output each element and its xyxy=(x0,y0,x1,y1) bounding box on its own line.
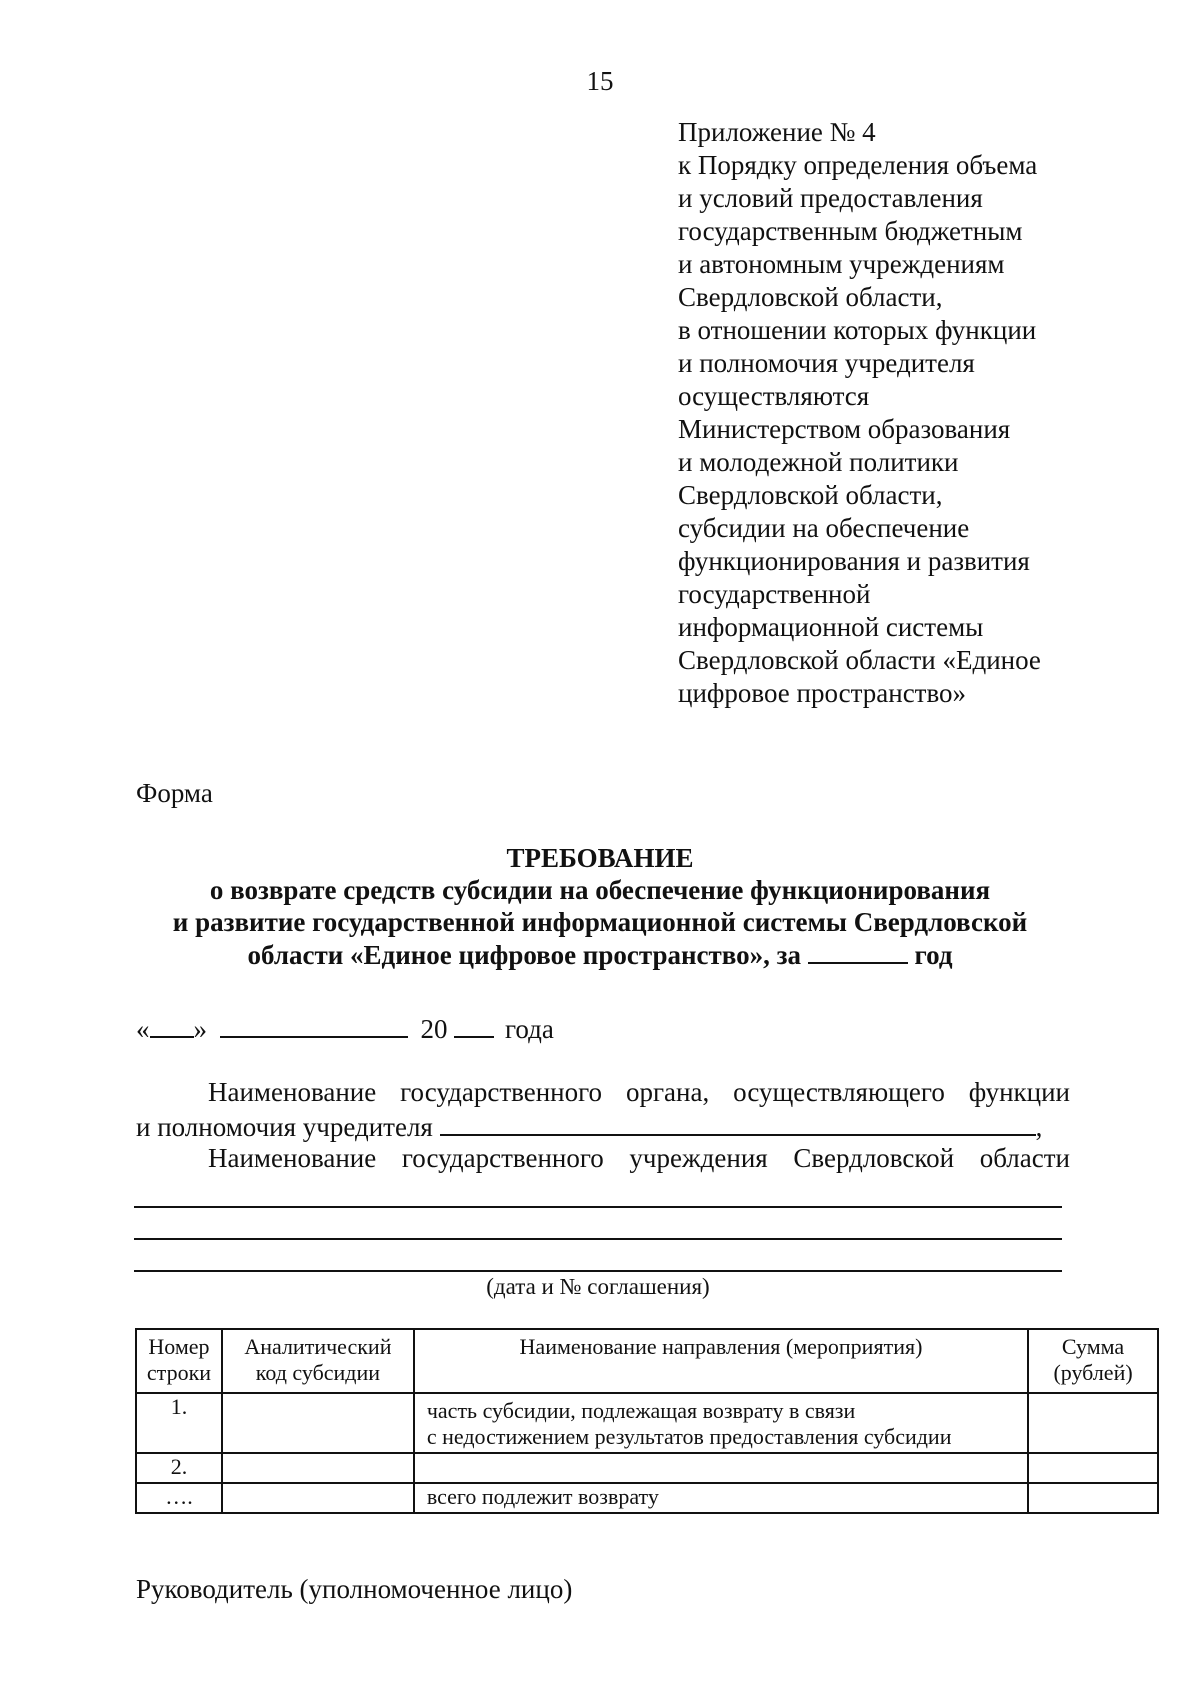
appendix-line: Свердловской области, xyxy=(678,480,943,510)
appendix-line: и условий предоставления xyxy=(678,183,983,213)
table-row xyxy=(136,1393,1158,1453)
table-row xyxy=(136,1483,1158,1513)
title-line3-start: области «Единое цифровое пространство», за xyxy=(247,940,802,970)
row-number: 1. xyxy=(136,1393,222,1453)
title-heading: ТРЕБОВАНИЕ xyxy=(506,843,694,873)
title-line3-end: год xyxy=(914,940,953,970)
signatory-label: Руководитель (уполномоченное лицо) xyxy=(136,1574,573,1604)
appendix-line: Министерством образования xyxy=(678,414,1011,444)
row-direction-line: часть субсидии, подлежащая возврату в связи xyxy=(426,1398,856,1423)
appendix-line: и полномочия учредителя xyxy=(678,348,975,378)
row-sum xyxy=(1028,1483,1158,1513)
document-title xyxy=(100,842,1100,971)
founder-end-comma: , xyxy=(1035,1112,1043,1142)
row-code xyxy=(222,1453,414,1483)
date-open-quote: « xyxy=(136,1014,150,1044)
appendix-line: и автономным учреждениям xyxy=(678,249,1005,279)
institution-label: Наименование государственного учреждения Свердловской области xyxy=(208,1143,1070,1173)
subsidy-table xyxy=(135,1328,1159,1514)
agreement-blank-line xyxy=(134,1270,1062,1272)
agreement-caption: (дата и № соглашения) xyxy=(486,1274,710,1299)
row-direction xyxy=(414,1393,1028,1453)
appendix-line: субсидии на обеспечение xyxy=(678,513,970,543)
month-blank xyxy=(220,1012,408,1038)
header-code-text: Аналитический код субсидии xyxy=(244,1334,392,1385)
table-row xyxy=(136,1453,1158,1483)
page-number: 15 xyxy=(586,66,614,96)
header-direction-text: Наименование направления (мероприятия) xyxy=(519,1334,923,1359)
title-line: и развитие государственной информационной системы Свердловской xyxy=(172,907,1028,937)
row-direction-line: с недостижением результатов предоставления субсидии xyxy=(426,1424,952,1449)
date-close-quote: » xyxy=(193,1014,207,1044)
row-sum xyxy=(1028,1453,1158,1483)
header-row-number xyxy=(136,1329,222,1393)
header-code xyxy=(222,1329,414,1393)
title-line: о возврате средств субсидии на обеспечение функционирования xyxy=(209,875,991,905)
appendix-line: осуществляются xyxy=(678,381,870,411)
date-line xyxy=(136,1012,554,1045)
row-direction xyxy=(414,1453,1028,1483)
year-blank xyxy=(808,938,908,964)
appendix-line: информационной системы xyxy=(678,612,984,642)
founder-body-label: Наименование государственного органа, осуществляющего функции xyxy=(208,1077,1070,1107)
header-row-number-text: Номер строки xyxy=(146,1334,212,1385)
appendix-line: Свердловской области «Единое xyxy=(678,645,1041,675)
row-code xyxy=(222,1393,414,1453)
row-number: …. xyxy=(136,1483,222,1513)
appendix-block xyxy=(678,116,1158,710)
row-number: 2. xyxy=(136,1453,222,1483)
year-suffix-blank xyxy=(454,1012,494,1038)
appendix-line: государственной xyxy=(678,579,871,609)
appendix-line: Приложение № 4 xyxy=(678,117,876,147)
appendix-line: в отношении которых функции xyxy=(678,315,1037,345)
year-prefix: 20 xyxy=(420,1014,448,1044)
row-sum xyxy=(1028,1393,1158,1453)
institution-blank-line xyxy=(134,1206,1062,1208)
founder-blank xyxy=(440,1110,1036,1136)
form-label: Форма xyxy=(136,778,213,808)
appendix-line: функционирования и развития xyxy=(678,546,1030,576)
appendix-line: цифровое пространство» xyxy=(678,678,967,708)
title-line-3 xyxy=(100,938,1100,971)
appendix-line: Свердловской области, xyxy=(678,282,943,312)
header-sum xyxy=(1028,1329,1158,1393)
day-blank xyxy=(150,1012,194,1038)
appendix-line: и молодежной политики xyxy=(678,447,959,477)
appendix-line: государственным бюджетным xyxy=(678,216,1023,246)
table-header-row xyxy=(136,1329,1158,1393)
header-direction xyxy=(414,1329,1028,1393)
date-suffix: года xyxy=(505,1014,554,1044)
founder-label: и полномочия учредителя xyxy=(136,1112,433,1142)
header-sum-text: Сумма (рублей) xyxy=(1053,1334,1133,1385)
row-direction: всего подлежит возврату xyxy=(414,1483,1028,1513)
institution-blank-line xyxy=(134,1238,1062,1240)
founder-line xyxy=(136,1110,1042,1143)
row-code xyxy=(222,1483,414,1513)
appendix-line: к Порядку определения объема xyxy=(678,150,1038,180)
